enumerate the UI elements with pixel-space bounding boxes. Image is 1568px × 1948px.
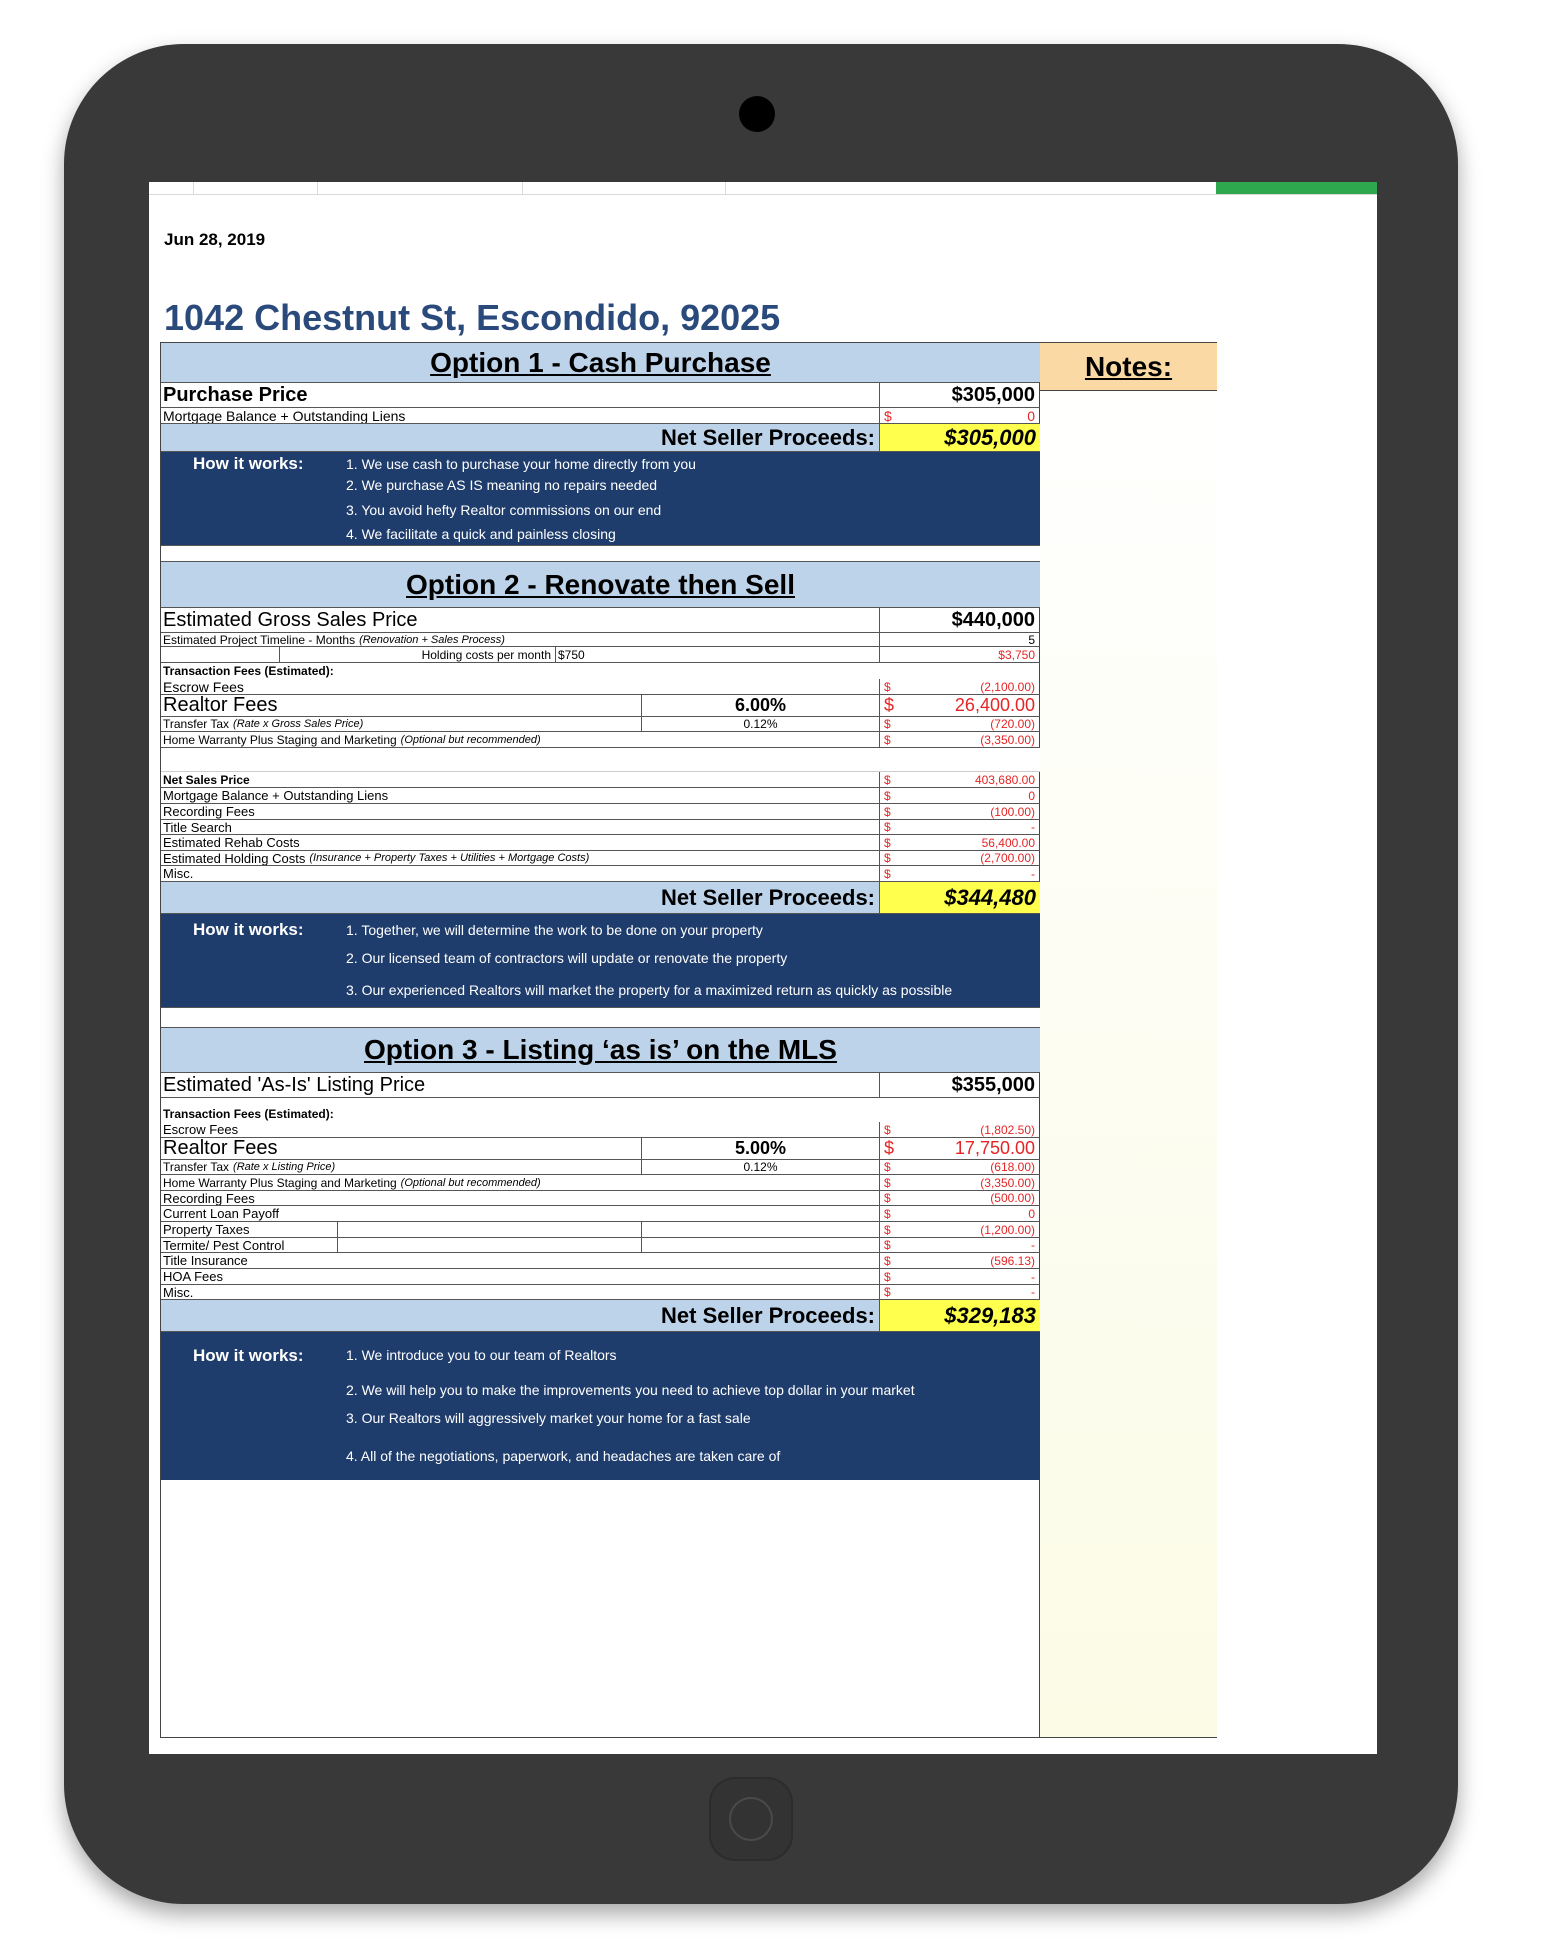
hoa-value: $ -	[879, 1269, 1039, 1284]
purchase-price-value: $305,000	[879, 383, 1039, 407]
realtor3-row	[161, 1138, 1040, 1160]
listing-price-value: $355,000	[879, 1073, 1039, 1097]
holding-est-label: Estimated Holding Costs (Insurance + Property Taxes + Utilities + Mortgage Costs)	[163, 851, 590, 865]
how-item: 4. We facilitate a quick and painless closing	[346, 526, 616, 542]
how-item: 2. We will help you to make the improvements you need to achieve top dollar in your market	[346, 1382, 915, 1398]
warranty-row	[161, 732, 1040, 748]
column-header-bar	[149, 182, 1377, 195]
timeline-note: (Renovation + Sales Process)	[359, 633, 505, 646]
home-ring-icon	[729, 1797, 773, 1841]
realtor-row	[161, 695, 1040, 717]
option3-header: Option 3 - Listing ‘as is’ on the MLS	[161, 1028, 1040, 1073]
option1-header: Option 1 - Cash Purchase	[161, 343, 1040, 383]
home-button[interactable]	[709, 1777, 793, 1861]
timeline-row	[161, 633, 1040, 647]
option3-how-it-works	[161, 1332, 1040, 1502]
mortgage-amount: 0	[1027, 408, 1035, 423]
gross-sales-value: $440,000	[879, 608, 1039, 632]
loan-label: Current Loan Payoff	[163, 1206, 280, 1221]
realtor-value: $ 26,400.00	[879, 695, 1039, 716]
fees-heading-row	[161, 663, 1040, 679]
property-address-title: 1042 Chestnut St, Escondido, 92025	[164, 297, 781, 338]
mortgage2-label: Mortgage Balance + Outstanding Liens	[163, 788, 389, 803]
how-item: 2. Our licensed team of contractors will update or renovate the property	[346, 950, 788, 966]
transfer-tax-value: $ (720.00)	[879, 717, 1039, 731]
how-item: 1. Together, we will determine the work to be done on your property	[346, 922, 763, 938]
how-item: 1. We introduce you to our team of Realtors	[346, 1347, 617, 1363]
net-proceeds-value: $344,480	[879, 882, 1040, 913]
notes-header: Notes:	[1040, 343, 1217, 391]
escrow3-label: Escrow Fees	[163, 1122, 239, 1137]
net-sales-label: Net Sales Price	[163, 772, 250, 787]
realtor3-pct: 5.00%	[641, 1138, 879, 1159]
option2-net-row	[161, 882, 1040, 914]
how-it-works-label: How it works:	[193, 454, 304, 473]
how-item: 5. Your Realtor is with you to supervise the closing	[346, 1486, 659, 1502]
hoa-row	[161, 1269, 1040, 1285]
fees-heading-row	[161, 1098, 1040, 1122]
recording3-value: $ (500.00)	[879, 1191, 1039, 1205]
transfer3-value: $ (618.00)	[879, 1160, 1039, 1174]
loan-row	[161, 1206, 1040, 1222]
mortgage2-value: $ 0	[879, 788, 1039, 803]
net-sales-value: $ 403,680.00	[879, 772, 1039, 787]
transfer-tax-row	[161, 717, 1040, 732]
notes-column[interactable]	[1040, 343, 1217, 1737]
listing-price-label: Estimated 'As-Is' Listing Price	[163, 1073, 426, 1096]
escrow3-value: $ (1,802.50)	[879, 1122, 1039, 1137]
misc2-label: Misc.	[163, 866, 194, 881]
how-item: 2. We purchase AS IS meaning no repairs needed	[346, 477, 658, 493]
how-item: 3. Our Realtors will aggressively market your home for a fast sale	[346, 1410, 751, 1426]
escrow-value: $ (2,100.00)	[879, 679, 1039, 694]
title-search-row	[161, 820, 1040, 835]
rehab-value: $ 56,400.00	[879, 835, 1039, 850]
warranty3-label: Home Warranty Plus Staging and Marketing (Optional but recommended)	[163, 1175, 541, 1190]
fees-heading: Transaction Fees (Estimated):	[163, 1107, 334, 1121]
mortgage-value	[879, 408, 1039, 423]
net-sales-row	[161, 772, 1040, 788]
fees-heading: Transaction Fees (Estimated):	[163, 664, 334, 678]
title-ins-value: $ (596.13)	[879, 1253, 1039, 1268]
currency-symbol: $	[884, 408, 892, 423]
holding-per-month-rate: $750	[555, 647, 585, 662]
misc3-label: Misc.	[163, 1285, 194, 1299]
rehab-row	[161, 835, 1040, 851]
listing-price-row	[161, 1073, 1040, 1098]
realtor-pct: 6.00%	[641, 695, 879, 716]
mortgage-label: Mortgage Balance + Outstanding Liens	[163, 408, 406, 423]
title-ins-row	[161, 1253, 1040, 1269]
holding-est-value: $ (2,700.00)	[879, 851, 1039, 865]
title-search-value: $ -	[879, 820, 1039, 834]
how-item: 1. We use cash to purchase your home directly from you	[346, 456, 696, 472]
recording2-value: $ (100.00)	[879, 804, 1039, 819]
how-it-works-label: How it works:	[193, 920, 304, 939]
option3-net-row	[161, 1300, 1040, 1332]
termite-row	[161, 1238, 1040, 1253]
misc3-value: $ -	[879, 1285, 1039, 1299]
transfer3-pct: 0.12%	[641, 1160, 879, 1174]
holding-est-row	[161, 851, 1040, 866]
property-tax-value: $ (1,200.00)	[879, 1222, 1039, 1237]
gross-sales-row	[161, 608, 1040, 633]
screen	[149, 182, 1377, 1754]
misc2-value: $ -	[879, 866, 1039, 881]
realtor3-label: Realtor Fees	[163, 1138, 278, 1159]
holding-total-value: $3,750	[879, 647, 1039, 662]
warranty3-value: $ (3,350.00)	[879, 1175, 1039, 1190]
transfer3-label: Transfer Tax (Rate x Listing Price)	[163, 1160, 336, 1174]
document-date: Jun 28, 2019	[164, 230, 266, 249]
net-proceeds-label: Net Seller Proceeds:	[661, 1302, 875, 1328]
property-tax-label: Property Taxes	[163, 1222, 338, 1237]
property-tax-row	[161, 1222, 1040, 1238]
title-search-label: Title Search	[163, 820, 232, 834]
purchase-price-label: Purchase Price	[163, 383, 308, 406]
timeline-value: 5	[879, 633, 1039, 646]
recording2-row	[161, 804, 1040, 820]
option2-how-it-works	[161, 914, 1040, 1008]
hoa-label: HOA Fees	[163, 1269, 223, 1284]
transfer-tax-label: Transfer Tax (Rate x Gross Sales Price)	[163, 717, 364, 731]
how-item: 3. Our experienced Realtors will market the property for a maximized return as quickly as possible	[346, 982, 953, 998]
transfer3-row	[161, 1160, 1040, 1175]
mortgage-row	[161, 408, 1040, 424]
transfer-tax-pct: 0.12%	[641, 717, 879, 731]
termite-label: Termite/ Pest Control	[163, 1238, 338, 1252]
proceeds-sheet	[160, 342, 1217, 1738]
realtor-label: Realtor Fees	[163, 695, 278, 716]
selected-column-indicator	[1216, 182, 1377, 194]
how-item: 4. All of the negotiations, paperwork, and headaches are taken care of	[346, 1448, 781, 1464]
how-item: 3. You avoid hefty Realtor commissions on our end	[346, 502, 662, 518]
recording3-label: Recording Fees	[163, 1191, 255, 1205]
holding-costs-row	[161, 647, 1040, 663]
escrow3-row	[161, 1122, 1040, 1138]
title-ins-label: Title Insurance	[163, 1253, 248, 1268]
how-it-works-label: How it works:	[193, 1346, 304, 1365]
warranty3-row	[161, 1175, 1040, 1191]
warranty-value: $ (3,350.00)	[879, 732, 1039, 747]
termite-value: $ -	[879, 1238, 1039, 1252]
loan-value: $ 0	[879, 1206, 1039, 1221]
recording2-label: Recording Fees	[163, 804, 255, 819]
escrow-row	[161, 679, 1040, 695]
rehab-label: Estimated Rehab Costs	[163, 835, 300, 850]
realtor3-value: $ 17,750.00	[879, 1138, 1039, 1159]
misc3-row	[161, 1285, 1040, 1300]
net-proceeds-label: Net Seller Proceeds:	[661, 884, 875, 910]
holding-per-month-label: Holding costs per month	[279, 647, 555, 662]
purchase-price-row	[161, 383, 1040, 408]
net-proceeds-label: Net Seller Proceeds:	[661, 424, 875, 450]
options-column	[161, 343, 1040, 1737]
option1-how-it-works	[161, 452, 1040, 546]
camera-icon	[739, 96, 775, 132]
warranty-label: Home Warranty Plus Staging and Marketing (Optional but recommended)	[163, 732, 541, 747]
escrow-label: Escrow Fees	[163, 679, 244, 694]
option2-header: Option 2 - Renovate then Sell	[161, 562, 1040, 608]
gross-sales-label: Estimated Gross Sales Price	[163, 608, 418, 631]
misc2-row	[161, 866, 1040, 882]
net-proceeds-value: $329,183	[879, 1300, 1040, 1331]
recording3-row	[161, 1191, 1040, 1206]
net-proceeds-value: $305,000	[879, 424, 1040, 451]
option1-net-row	[161, 424, 1040, 452]
timeline-label: Estimated Project Timeline - Months (Renovation + Sales Process)	[163, 633, 505, 646]
mortgage2-row	[161, 788, 1040, 804]
